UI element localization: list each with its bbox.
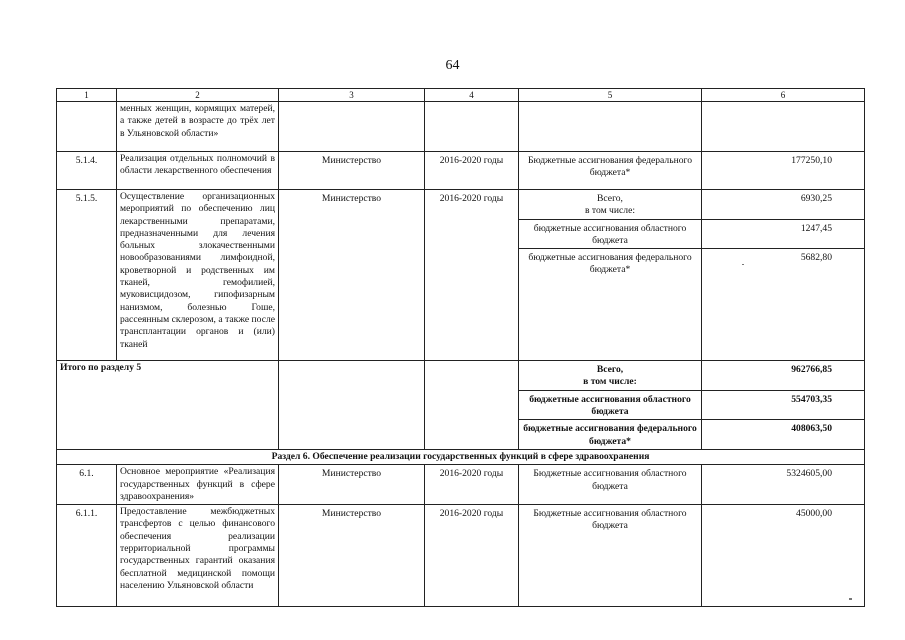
- measure-text: Основное мероприятие «Реализация государственных функций в сфере здравоохранения»: [117, 465, 279, 505]
- funding-source: бюджетные ассигнования федерального бюджета*: [519, 420, 702, 450]
- measure-text: Предоставление межбюджетных трансфертов с целью финансового обеспечения реализации территориальной программы государственных гарантий оказания бесплатной медицинской помощи населению Ульяновской области: [117, 505, 279, 607]
- funding-total-label: [519, 190, 702, 220]
- row-number: 6.1.: [57, 465, 117, 505]
- table-row: [57, 361, 865, 391]
- funding-source: Бюджетные ассигнования областного бюджета: [519, 465, 702, 505]
- measure-text: Реализация отдельных полномочий в области лекарственного обеспечения: [117, 152, 279, 190]
- column-header: 6: [702, 89, 865, 102]
- column-header: 4: [425, 89, 519, 102]
- period: 2016-2020 годы: [425, 190, 519, 361]
- funding-source: бюджетные ассигнования областного бюджета: [519, 219, 702, 249]
- executor: Министерство: [279, 190, 425, 361]
- scan-speck: [742, 264, 744, 265]
- measure-text: Осуществление организационных мероприятий по обеспечению лиц лекарственными препаратами, предназначенными для лечения больных злокачественными новообразованиями лимфоидной, кроветворной и родственных им тканей, гемофилией, муковисцидозом, гипофизарным нанизмом, болезнью Гоше, рассеянным склерозом, а также после трансплантации органов и (или) тканей: [117, 190, 279, 361]
- executor: Министерство: [279, 152, 425, 190]
- amount-federal: 408063,50: [702, 420, 865, 450]
- total-label: Всего,: [596, 364, 624, 376]
- period: 2016-2020 годы: [425, 465, 519, 505]
- total-label: Всего,: [597, 193, 623, 204]
- amount: 5324605,00: [702, 465, 865, 505]
- section-heading: Раздел 6. Обеспечение реализации государственных функций в сфере здравоохранения: [57, 449, 865, 464]
- column-header: 2: [117, 89, 279, 102]
- column-header: 3: [279, 89, 425, 102]
- amount-total: 962766,85: [702, 361, 865, 391]
- table-header-row: [57, 89, 865, 102]
- executor: Министерство: [279, 505, 425, 607]
- row-number: 5.1.4.: [57, 152, 117, 190]
- period: 2016-2020 годы: [425, 505, 519, 607]
- including-label: в том числе:: [583, 376, 637, 388]
- column-header: 1: [57, 89, 117, 102]
- including-label: в том числе:: [584, 205, 635, 217]
- budget-table: [56, 88, 865, 607]
- table-row: [57, 465, 865, 505]
- period: 2016-2020 годы: [425, 152, 519, 190]
- amount-total: 6930,25: [702, 190, 865, 220]
- row-number: 6.1.1.: [57, 505, 117, 607]
- table-row: [57, 190, 865, 220]
- executor: Министерство: [279, 465, 425, 505]
- table-row: [57, 152, 865, 190]
- column-header: 5: [519, 89, 702, 102]
- section-total-label: Итого по разделу 5: [57, 361, 279, 450]
- amount-regional: 554703,35: [702, 390, 865, 420]
- amount: 177250,10: [702, 152, 865, 190]
- funding-source: Бюджетные ассигнования федерального бюджета*: [519, 152, 702, 190]
- amount-regional: 1247,45: [702, 219, 865, 249]
- scan-speck: [849, 598, 852, 600]
- row-number: 5.1.5.: [57, 190, 117, 361]
- table-row: [57, 102, 865, 152]
- page-number: 64: [445, 58, 460, 73]
- funding-source: Бюджетные ассигнования областного бюджета: [519, 505, 702, 607]
- section-heading-row: [57, 449, 865, 464]
- funding-source: бюджетные ассигнования областного бюджета: [519, 390, 702, 420]
- table-row: [57, 505, 865, 607]
- amount: 45000,00: [702, 505, 865, 607]
- funding-total-label: [519, 361, 702, 391]
- measure-text: менных женщин, кормящих матерей, а также детей в возрасте до трёх лет в Ульяновской области»: [117, 102, 279, 152]
- amount-federal: 5682,80: [702, 249, 865, 361]
- funding-source: бюджетные ассигнования федерального бюджета*: [519, 249, 702, 361]
